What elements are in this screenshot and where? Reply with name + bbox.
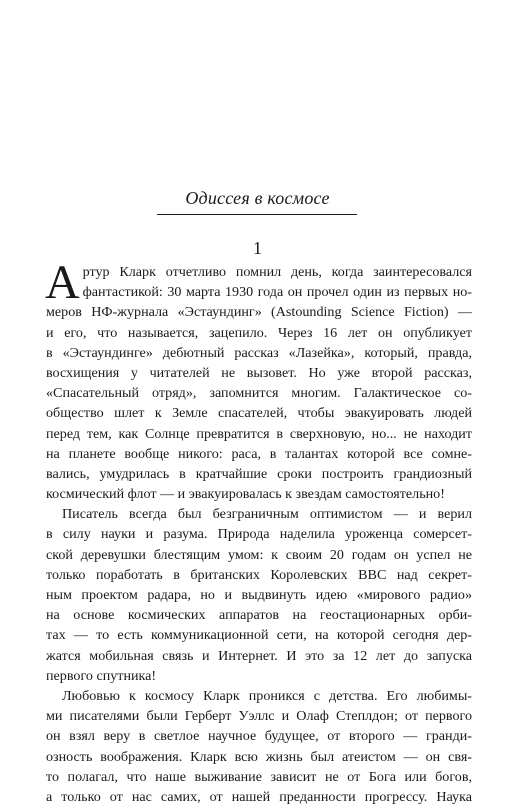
text-line: озность воображения. Кларк всю жизнь был атеистом — он свя- xyxy=(46,748,472,765)
text-line: только поработать в британских Королевских ВВС над секрет- xyxy=(46,566,472,583)
text-line: на планете вообще никого: раса, в талантах которой все сомне- xyxy=(46,445,472,462)
text-line: космический флот — и эвакуировалась к звездам самостоятельно! xyxy=(46,486,445,503)
text-line: в «Эстаундинге» дебютный рассказ «Лазейка», который, правда, xyxy=(46,344,472,361)
text-line: Любовью к космосу Кларк проникся с детства. Его любимы- xyxy=(62,687,472,704)
text-line: ным проектом радара, но и выдвинуть идею «мирового радио» xyxy=(46,587,472,603)
text-line: то полагал, что наше выживание зависит не от Бога или богов, xyxy=(46,768,472,785)
paragraph-2 xyxy=(46,504,472,686)
text-line: фантастикой: 30 марта 1930 года он прочел один из первых но- xyxy=(82,284,472,301)
text-line: ртур Кларк отчетливо помнил день, когда заинтересовался xyxy=(82,264,472,280)
text-line: жатся мобильная связь и Интернет. И это за 12 лет до запуска xyxy=(46,647,472,664)
drop-cap: А xyxy=(45,256,80,309)
section-number: 1 xyxy=(253,238,262,258)
text-line: перед тем, как Солнце превратится в сверхновую, но... не находит xyxy=(46,425,472,442)
text-line: а только от нас самих, от нашей преданности прогрессу. Наука xyxy=(46,788,472,805)
text-line: ми писателями были Герберт Уэллс и Олаф Степлдон; от первого xyxy=(46,708,472,725)
text-line: восхищения у читателей не вызовет. Но уже второй рассказ, xyxy=(46,364,472,381)
text-line: «Спасательный отряд», запомнится многим. Галактическое со- xyxy=(46,385,472,402)
chapter-title: Одиссея в космосе xyxy=(185,188,330,208)
paragraph-1 xyxy=(45,256,472,504)
text-line: тах — то есть коммуникационной сети, на которой сегодня дер- xyxy=(46,627,472,644)
title-underline xyxy=(157,214,357,215)
body-text xyxy=(45,256,472,807)
paragraph-3 xyxy=(46,686,472,807)
text-line: общество шлет к Земле спасателей, чтобы эвакуировать людей xyxy=(46,405,472,422)
text-line: на основе космических аппаратов на геостационарных орби- xyxy=(46,607,472,624)
text-line: Писатель всегда был безграничным оптимистом — и верил xyxy=(62,506,472,523)
text-line: в силу науки и разума. Природа наделила уроженца сомерсет- xyxy=(46,526,472,543)
text-line: он взял веру в светлое научное будущее, от второго — гранди- xyxy=(46,728,472,745)
text-line: вались, умудрилась в кратчайшие сроки построить грандиозный xyxy=(46,465,472,482)
text-line: ской деревушки блестящим умом: к своим 20 годам он успел не xyxy=(46,546,472,563)
text-line: и его, что называется, зацепило. Через 16 лет он опубликует xyxy=(46,324,472,341)
text-line: первого спутника! xyxy=(46,667,157,684)
text-line: меров НФ-журнала «Эстаундинг» (Astounding Science Fiction) — xyxy=(46,304,472,321)
